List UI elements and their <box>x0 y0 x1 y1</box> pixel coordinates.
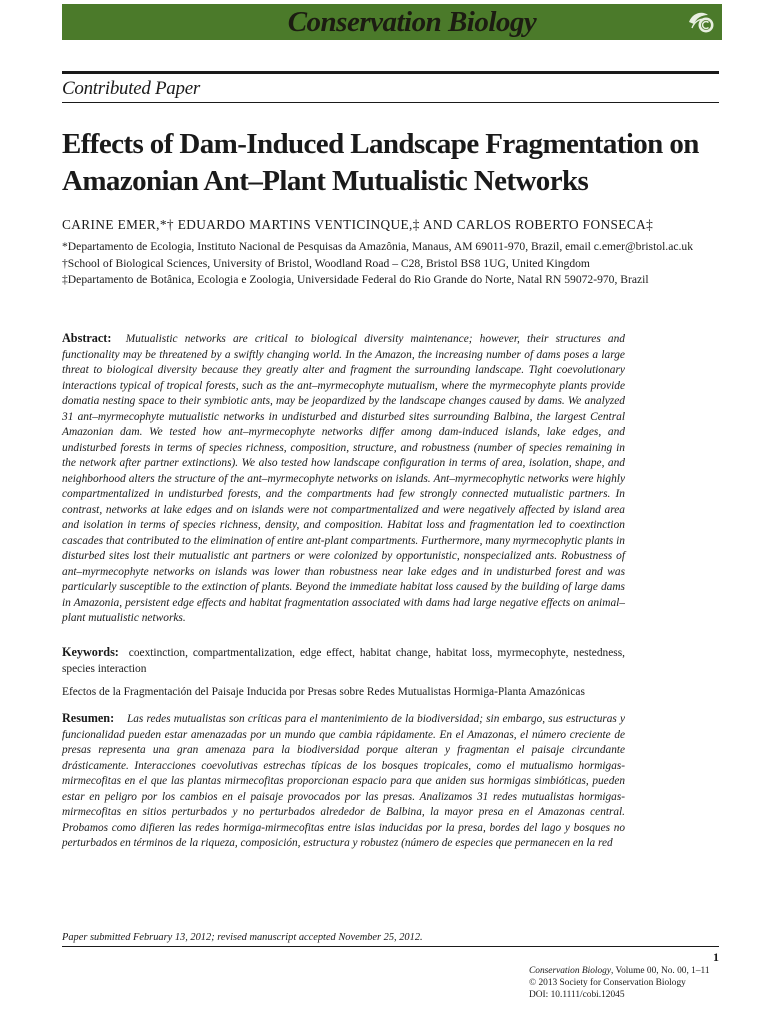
resumen-text: Las redes mutualistas son críticas para el mantenimiento de la biodiversidad; sin embargo, sus estructuras y funcionalidad pueden estar amenazadas por un mundo que cambia rápidamente. En el Amazonas, el número creciente de presas representa una gran amenaza para la biodiversidad porque alteran y fragmentan el paisaje circundante drásticamente. Interacciones coevolutivas estrechas típicas de los bosques tropicales, como el mutualismo hormigas-mirmecofitas en el que las plantas mirmecofitas proporcionan espacio para que aniden sus hormigas simbióticas, pueden estar en peligro por los cambios en el paisaje provocados por las presas. Analizamos 31 redes mutualistas hormigas-mirmecofitas en sitios perturbados y no perturbados alrededor de Balbina, la mayor presa en el Amazonas central. Probamos como difieren las redes hormiga-mirmecofitas entre islas inducidas por la presa, bordes del lago y bosques no perturbados en términos de la riqueza, composición, estructura y robustez (número de especies que permanecen en la red <box>62 713 625 849</box>
top-rule <box>62 71 719 74</box>
footer-rule <box>62 946 719 947</box>
abstract <box>62 331 625 627</box>
author-list: CARINE EMER,*† EDUARDO MARTINS VENTICINQUE,‡ AND CARLOS ROBERTO FONSECA‡ <box>62 217 654 232</box>
submission-note: Paper submitted February 13, 2012; revised manuscript accepted November 25, 2012. <box>62 932 423 943</box>
resumen <box>62 711 625 852</box>
affiliation-2: †School of Biological Sciences, University of Bristol, Woodland Road – C28, Bristol BS8 1UG, United Kingdom <box>62 257 590 270</box>
footer-copyright: © 2013 Society for Conservation Biology <box>529 978 686 988</box>
affiliation-1: *Departamento de Ecologia, Instituto Nacional de Pesquisas da Amazônia, Manaus, AM 69011-970, Brazil, email c.emer@bristol.ac.uk <box>62 240 693 253</box>
footer-citation <box>529 965 729 977</box>
section-rule <box>62 102 719 103</box>
journal-title: Conservation Biology <box>287 6 537 38</box>
scb-leaf-logo-icon <box>686 8 716 36</box>
abstract-label: Abstract: <box>62 331 112 345</box>
footer-journal-name: Conservation Biology <box>529 966 612 976</box>
keywords-text: coextinction, compartmentalization, edge effect, habitat change, habitat loss, myrmecophyte, nestedness, species interaction <box>62 647 625 675</box>
paper-title: Effects of Dam-Induced Landscape Fragmentation on Amazonian Ant–Plant Mutualistic Networks <box>62 128 699 197</box>
keywords-label: Keywords: <box>62 645 119 659</box>
journal-banner <box>62 4 722 40</box>
resumen-label: Resumen: <box>62 711 115 725</box>
affiliation-3: ‡Departamento de Botânica, Ecologia e Zoologia, Universidade Federal do Rio Grande do Norte, Natal RN 59072-970, Brazil <box>62 273 649 286</box>
section-label: Contributed Paper <box>62 78 200 99</box>
page-number: 1 <box>713 950 719 964</box>
abstract-text: Mutualistic networks are critical to biological diversity maintenance; however, their structures and functionality may be threatened by a swiftly changing world. In the Amazon, the increasing number of dams poses a large threat to biological diversity because they greatly alter and fragment the surrounding landscape. Tight coevolutionary interactions typical of tropical forests, such as the ant–myrmecophyte mutualism, where the myrmecophyte plants provide domatia nesting space to their symbiotic ants, may be jeopardized by the landscape changes caused by dams. We analyzed 31 ant–myrmecophyte mutualistic networks in undisturbed and disturbed sites surrounding Balbina, the largest Central Amazonian dam. We tested how ant–myrmecophyte networks differ among dam-induced islands, lake edges, and undisturbed forests in terms of species richness, composition, structure, and robustness (number of species remaining in the network after partner extinctions). We also tested how landscape configuration in terms of area, isolation, shape, and neighborhood alters the structure of the ant–myrmecophyte networks on islands. Ant–myrmecophytic networks were highly compartmentalized in undisturbed forests, and the compartments had few strongly connected mutualistic partners. In contrast, networks at lake edges and on islands were not compartmentalized and were negatively affected by island area and isolation in terms of species richness, density, and composition. Habitat loss and fragmentation led to coextinction cascades that contributed to the elimination of entire ant-plant compartments. Furthermore, many myrmecophytic plants in disturbed sites lost their mutualistic ant partners or were colonized by opportunistic, nonspecialized ants. Robustness of ant–myrmecophyte networks on islands was lower than robustness near lake edges and in undisturbed forest and was particularly susceptible to the extinction of plants. Beyond the immediate habitat loss caused by the building of large dams in Amazonia, persistent edge effects and habitat fragmentation associated with dams had large negative effects on animal–plant mutualistic networks. <box>62 333 625 624</box>
spanish-title: Efectos de la Fragmentación del Paisaje Inducida por Presas sobre Redes Mutualistas Hormiga-Planta Amazónicas <box>62 686 585 698</box>
keywords <box>62 645 625 677</box>
footer-volume: , Volume 00, No. 00, 1–11 <box>611 966 710 976</box>
footer-doi: DOI: 10.1111/cobi.12045 <box>529 990 625 1000</box>
